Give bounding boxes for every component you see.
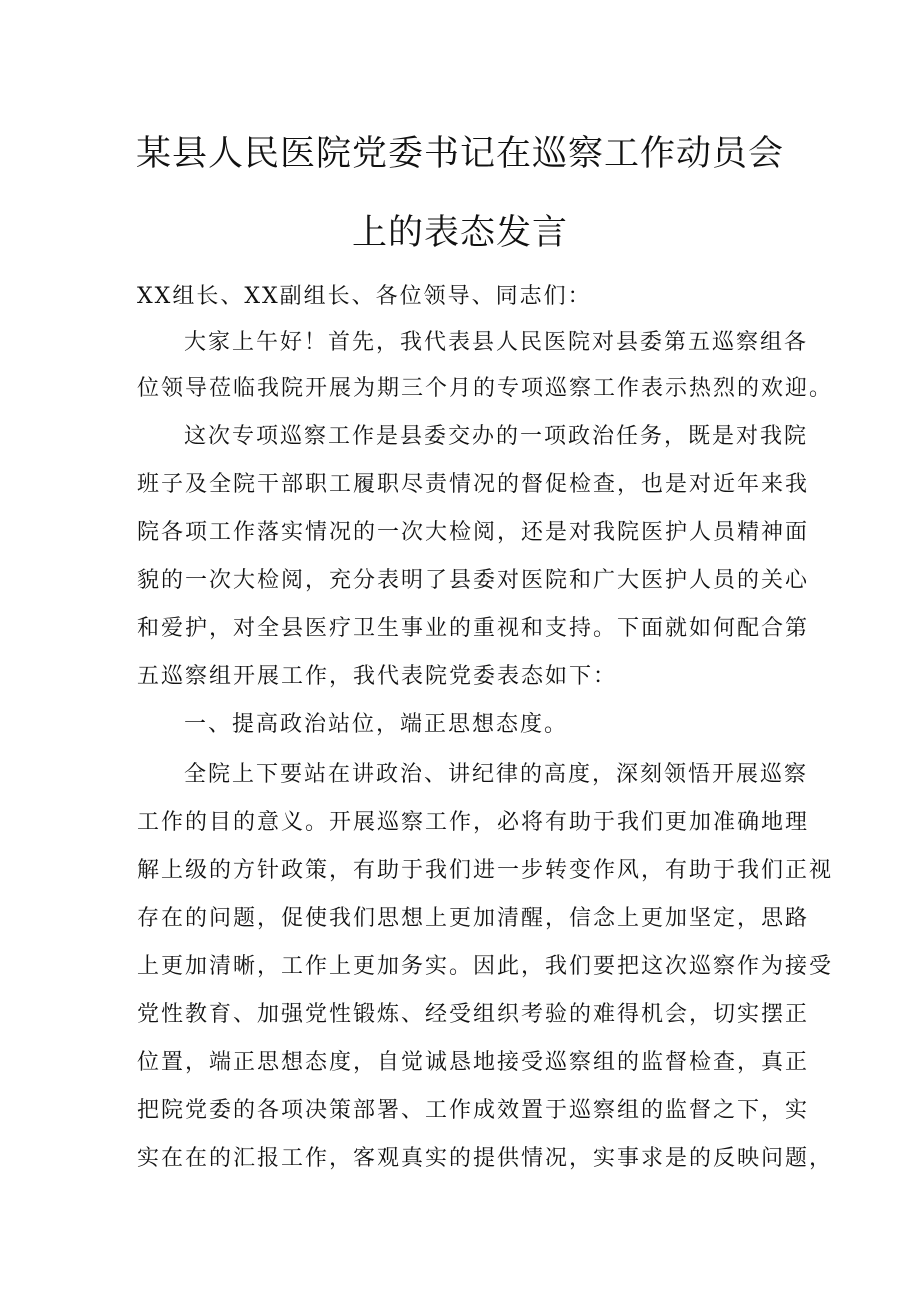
body-line: 实在在的汇报工作，客观真实的提供情况，实事求是的反映问题， [137, 1146, 834, 1171]
body-line: 大家上午好！首先，我代表县人民医院对县委第五巡察组各 [184, 330, 809, 355]
body-line: 解上级的方针政策，有助于我们进一步转变作风，有助于我们正视 [137, 858, 834, 883]
body-line: 工作的目的意义。开展巡察工作，必将有助于我们更加准确地理 [137, 810, 810, 835]
document-title-line-1: 某县人民医院党委书记在巡察工作动员会 [135, 134, 784, 174]
body-line: 全院上下要站在讲政治、讲纪律的高度，深刻领悟开展巡察 [184, 762, 809, 787]
body-line: 位置，端正思想态度，自觉诚恳地接受巡察组的监督检查，真正 [137, 1050, 810, 1075]
body-line: 党性教育、加强党性锻炼、经受组织考验的难得机会，切实摆正 [137, 1002, 810, 1027]
section-heading: 一、提高政治站位，端正思想态度。 [184, 712, 569, 737]
body-line: 这次专项巡察工作是县委交办的一项政治任务，既是对我院 [184, 424, 809, 449]
body-line: 位领导莅临我院开展为期三个月的专项巡察工作表示热烈的欢迎。 [137, 376, 834, 401]
body-line: 五巡察组开展工作，我代表院党委表态如下： [137, 664, 618, 689]
body-line: 和爱护，对全县医疗卫生事业的重视和支持。下面就如何配合第 [137, 616, 810, 641]
salutation: XX组长、XX副组长、各位领导、同志们： [137, 284, 592, 309]
body-line: 上更加清晰，工作上更加务实。因此，我们要把这次巡察作为接受 [137, 954, 834, 979]
body-line: 貌的一次大检阅，充分表明了县委对医院和广大医护人员的关心 [137, 568, 810, 593]
body-line: 班子及全院干部职工履职尽责情况的督促检查，也是对近年来我 [137, 472, 810, 497]
body-line: 把院党委的各项决策部署、工作成效置于巡察组的监督之下，实 [137, 1098, 810, 1123]
document-title-line-2: 上的表态发言 [351, 213, 568, 253]
body-line: 存在的问题，促使我们思想上更加清醒，信念上更加坚定，思路 [137, 906, 810, 931]
body-line: 院各项工作落实情况的一次大检阅，还是对我院医护人员精神面 [137, 520, 810, 545]
